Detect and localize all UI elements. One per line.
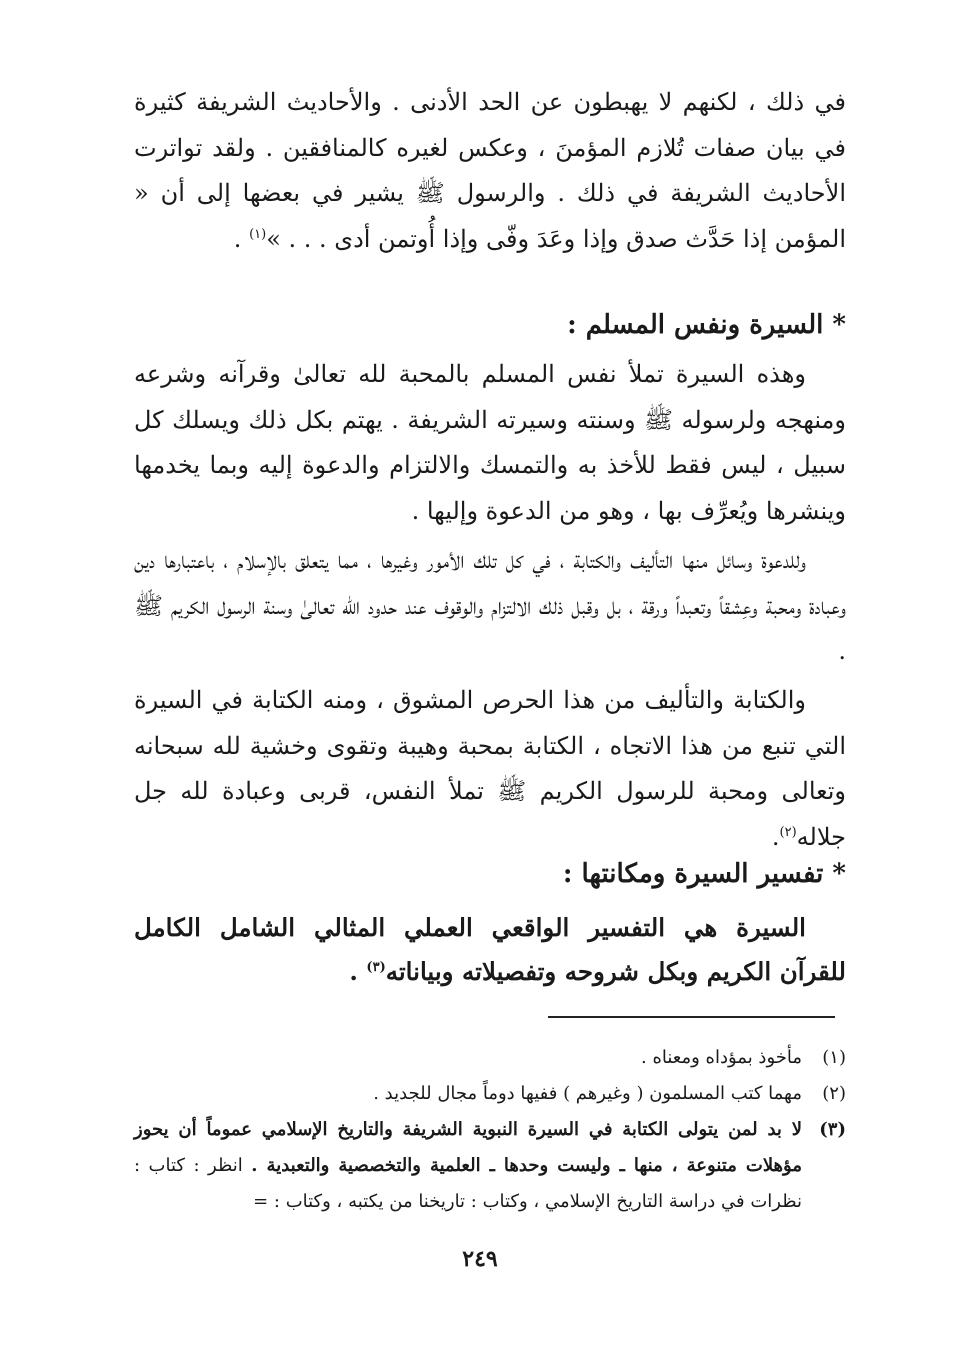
footnote-2 — [134, 1076, 846, 1112]
paragraph-2 — [134, 352, 846, 534]
footnote-number: (٢) — [822, 1083, 846, 1104]
paragraph-text — [134, 678, 846, 860]
footnote-1 — [134, 1040, 846, 1076]
footnote-text-rest: انظر : كتاب : نظرات في دراسة التاريخ الإسلامي ، وكتاب : تاريخنا من يكتبه ، وكتاب : = — [134, 1155, 802, 1212]
section-heading-2 — [134, 854, 846, 894]
section-heading-1 — [134, 305, 846, 345]
paragraph-text: وهذه السيرة تملأ نفس المسلم بالمحبة لله تعالىٰ وقرآنه وشرعه ومنهجه ولرسوله ﷺ وسنته وسيرته الشريفة . يهتم بكل ذلك ويسلك كل سبيل ، ليس فقط للأخذ به والتمسك والالتزام والدعوة إليه وبما يخدمها وينشرها ويُعرِّف بها ، وهو من الدعوة وإليها . — [134, 360, 846, 525]
paragraph-body: والكتابة والتأليف من هذا الحرص المشوق ، ومنه الكتابة في السيرة التي تنبع من هذا الاتجاه ، الكتابة بمحبة وهيبة وتقوى وخشية لله سبحانه وتعالى ومحبة للرسول الكريم ﷺ تملأ النفس، قربى وعبادة لله جل جلاله — [134, 686, 846, 851]
heading-text: * تفسير السيرة ومكانتها : — [562, 859, 846, 889]
footnotes — [134, 1040, 846, 1220]
paragraph-text — [134, 80, 846, 262]
paragraph-end: . — [771, 822, 780, 851]
heading-text: * السيرة ونفس المسلم : — [567, 310, 846, 340]
footnote-ref-1: (١) — [249, 226, 267, 242]
paragraph-text — [134, 906, 846, 994]
footnote-number: (١) — [822, 1047, 846, 1068]
footnote-text: مأخوذ بمؤداه ومعناه . — [641, 1047, 802, 1068]
footnote-ref-3: (٣) — [366, 959, 386, 975]
footnote-number: (٣) — [819, 1119, 846, 1140]
footnote-text — [134, 1112, 802, 1220]
footnote-separator — [548, 1016, 835, 1018]
paragraph-4 — [134, 678, 846, 860]
paragraph-end: . — [233, 224, 250, 253]
paragraph-continuation — [134, 80, 846, 262]
footnote-text-bold: لا بد لمن يتولى الكتابة في السيرة النبوية الشريفة والتاريخ الإسلامي عموماً أن يحوز مؤهلات متنوعة ، منها ـ وليست وحدها ـ العلمية والتخصصية والتعبدية . — [134, 1119, 802, 1176]
paragraph-5 — [134, 906, 846, 994]
footnote-ref-2: (٢) — [779, 824, 797, 840]
paragraph-body: السيرة هي التفسير الواقعي العملي المثالي الشامل الكامل للقرآن الكريم وبكل شروحه وتفصيلاته وبياناته — [134, 913, 846, 986]
paragraph-text: وللدعوة وسائل منها التأليف والكتابة ، في كل تلك الأمور وغيرها ، مما يتعلق بالإسلام ، باعتبارها دين وعبادة ومحبة وعِشقاً وتعبداً ورقة ، بل وقبل ذلك الالتزام والوقوف عند حدود الله تعالىٰ وسنة الرسول الكريم ﷺ . — [134, 546, 846, 665]
page-number: ٢٤٩ — [462, 1246, 498, 1272]
paragraph-end: . — [349, 957, 367, 986]
footnote-text: مهما كتب المسلمون ( وغيرهم ) ففيها دوماً مجال للجديد . — [373, 1083, 802, 1104]
paragraph-3 — [134, 538, 846, 675]
footnote-3 — [134, 1112, 846, 1220]
paragraph-body: في ذلك ، لكنهم لا يهبطون عن الحد الأدنى . والأحاديث الشريفة كثيرة في بيان صفات تُلازم المؤمنَ ، وعكس لغيره كالمنافقين . ولقد تواترت الأحاديث الشريفة في ذلك . والرسول ﷺ يشير في بعضها إلى أن « المؤمن إذا حَدَّث صدق وإذا وعَدَ وفّى وإذا أُوتمن أدى . . . » — [134, 88, 846, 253]
